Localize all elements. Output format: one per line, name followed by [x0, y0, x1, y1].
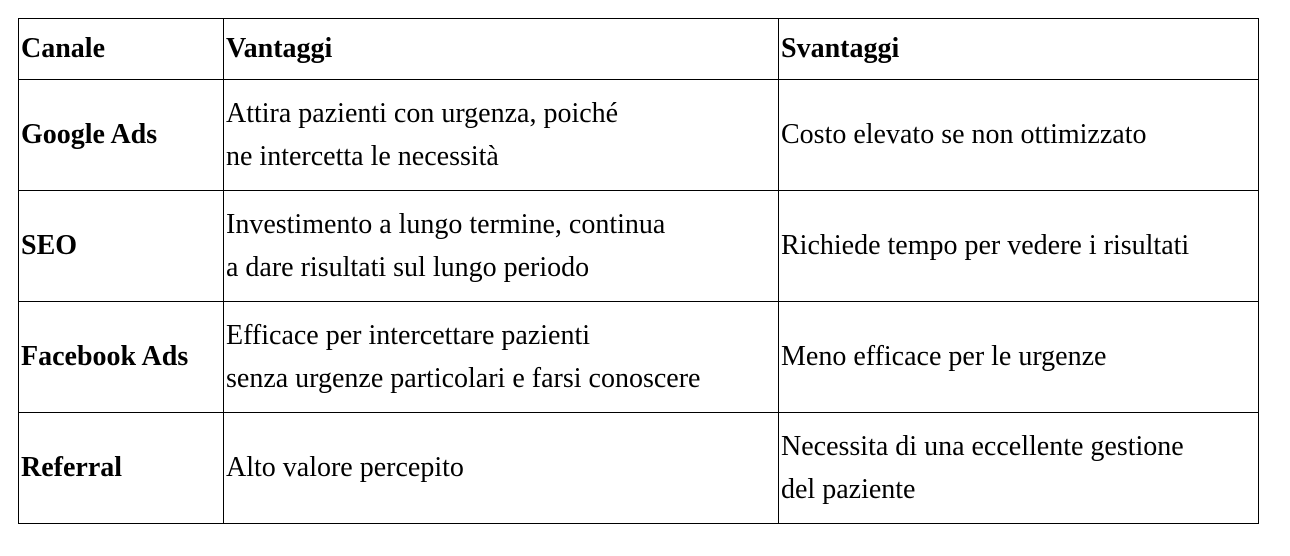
- disadvantages-cell: [779, 80, 1259, 191]
- header-channel: Canale: [19, 19, 224, 80]
- channel-label: SEO: [21, 230, 78, 261]
- advantages-line: a dare risultati sul lungo periodo: [226, 251, 590, 283]
- channel-cell: [19, 302, 224, 413]
- disadvantages-line: Costo elevato se non ottimizzato: [781, 119, 1147, 150]
- comparison-table: [18, 18, 1259, 524]
- channel-label: Google Ads: [21, 119, 158, 150]
- disadvantages-line: Necessita di una eccellente gestione: [781, 430, 1184, 462]
- disadvantages-line: Meno efficace per le urgenze: [781, 341, 1107, 372]
- advantages-cell: [224, 413, 779, 524]
- disadvantages-cell: [779, 302, 1259, 413]
- disadvantages-line: Richiede tempo per vedere i risultati: [781, 230, 1190, 261]
- channel-label: Referral: [21, 452, 123, 483]
- advantages-line: Investimento a lungo termine, continua: [226, 208, 666, 240]
- channel-cell: [19, 413, 224, 524]
- table-row: [19, 302, 1259, 413]
- disadvantages-cell: [779, 413, 1259, 524]
- advantages-line: senza urgenze particolari e farsi conoscere: [226, 362, 701, 394]
- disadvantages-cell: [779, 191, 1259, 302]
- table-header-row: [19, 19, 1259, 80]
- advantages-cell: [224, 80, 779, 191]
- table-row: [19, 80, 1259, 191]
- channel-cell: [19, 191, 224, 302]
- advantages-line: Alto valore percepito: [226, 452, 464, 483]
- channel-label: Facebook Ads: [21, 341, 189, 372]
- advantages-line: Attira pazienti con urgenza, poiché: [226, 97, 619, 129]
- header-advantages: Vantaggi: [224, 19, 779, 80]
- header-disadvantages: Svantaggi: [779, 19, 1259, 80]
- disadvantages-line: del paziente: [781, 473, 916, 505]
- table-row: [19, 191, 1259, 302]
- advantages-cell: [224, 191, 779, 302]
- advantages-line: Efficace per intercettare pazienti: [226, 319, 591, 351]
- advantages-line: ne intercetta le necessità: [226, 140, 499, 172]
- channel-cell: [19, 80, 224, 191]
- table-row: [19, 413, 1259, 524]
- advantages-cell: [224, 302, 779, 413]
